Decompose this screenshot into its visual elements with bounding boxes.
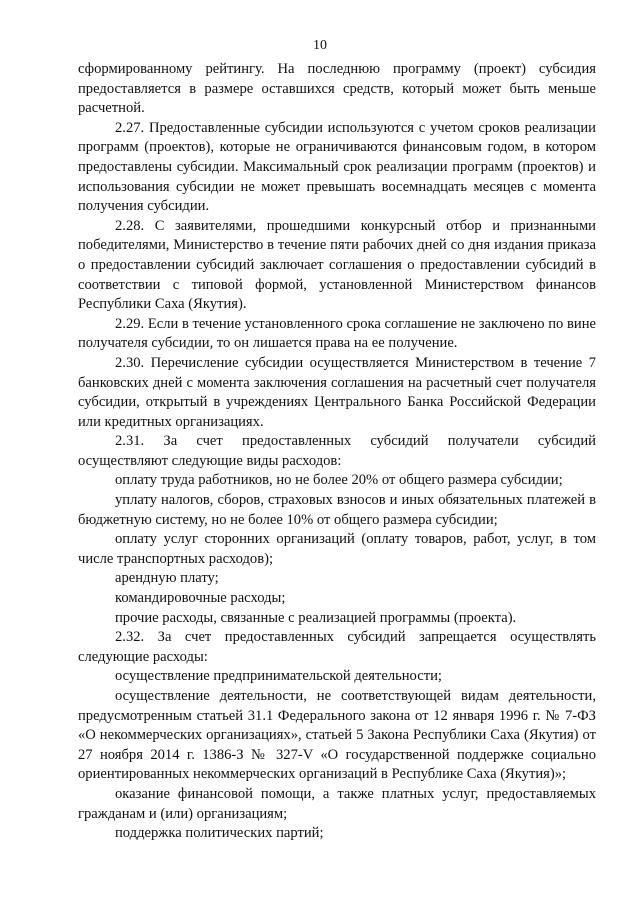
- list-item-labor-payment: оплату труда работников, но не более 20% от общего размера субсидии;: [115, 472, 563, 489]
- paragraph-2-28: 2.28. С заявителями, прошедшими конкурсный отбор и признанными победителями, Министерство в течение пяти рабочих дней со дня издания приказа о предоставлении субсидий заключает соглашения о предоставлении субсидий в соответствии с типовой формой, установленной Министерством финансов Республики Саха (Якутия).: [78, 217, 596, 313]
- paragraph-2-27: 2.27. Предоставленные субсидии используются с учетом сроков реализации программ (проектов), которые не ограничиваются финансовым годом, в котором предоставлены субсидии. Максимальный срок реализации программ (проектов) и использования субсидии не может превышать восемнадцать месяцев с момента получения субсидии.: [78, 119, 596, 215]
- list-item-non-conforming-activity: осуществление деятельности, не соответствующей видам деятельности, предусмотренным статьей 31.1 Федерального закона от 12 января 1996 г. № 7-ФЗ «О некоммерческих организациях», статьей 5 Закона Республики Саха (Якутия) от 27 ноября 2014 г. 1386-З № 327-V «О государственной поддержке социально ориентированных некоммерческих организаций в Республике Саха (Якутия)»;: [78, 688, 596, 783]
- list-item-financial-assistance: оказание финансовой помощи, а также платных услуг, предоставляемых гражданам и (или) организациям;: [78, 785, 596, 822]
- list-item-taxes: уплату налогов, сборов, страховых взносов и иных обязательных платежей в бюджетную систему, но не более 10% от общего размера субсидии;: [78, 492, 596, 528]
- paragraph-2-32: 2.32. За счет предоставленных субсидий запрещается осуществлять следующие расходы:: [78, 629, 596, 665]
- paragraph-2-29: 2.29. Если в течение установленного срока соглашение не заключено по вине получателя субсидии, то он лишается права на ее получение.: [78, 315, 596, 352]
- list-item-other-expenses: прочие расходы, связанные с реализацией программы (проекта).: [115, 609, 517, 626]
- page-number: 10: [313, 38, 327, 53]
- paragraph-continuation: сформированному рейтингу. На последнюю программу (проект) субсидия предоставляется в размере оставшихся средств, который может быть меньше расчетной.: [78, 61, 596, 117]
- list-item-rent: арендную плату;: [115, 570, 219, 587]
- paragraph-2-30: 2.30. Перечисление субсидии осуществляется Министерством в течение 7 банковских дней с момента заключения соглашения на расчетный счет получателя субсидии, открытый в учреждениях Центрального Банка Российской Федерации или кредитных организациях.: [78, 354, 596, 430]
- document-body: [78, 60, 596, 844]
- list-item-third-party-services: оплату услуг сторонних организаций (оплату товаров, работ, услуг, в том числе транспортных расходов);: [78, 531, 596, 567]
- paragraph-2-31: 2.31. За счет предоставленных субсидий получатели субсидий осуществляют следующие виды расходов:: [78, 433, 596, 469]
- list-item-travel-expenses: командировочные расходы;: [115, 590, 286, 607]
- list-item-political-parties: поддержка политических партий;: [115, 825, 324, 842]
- list-item-entrepreneurial-activity: осуществление предпринимательской деятельности;: [115, 668, 442, 685]
